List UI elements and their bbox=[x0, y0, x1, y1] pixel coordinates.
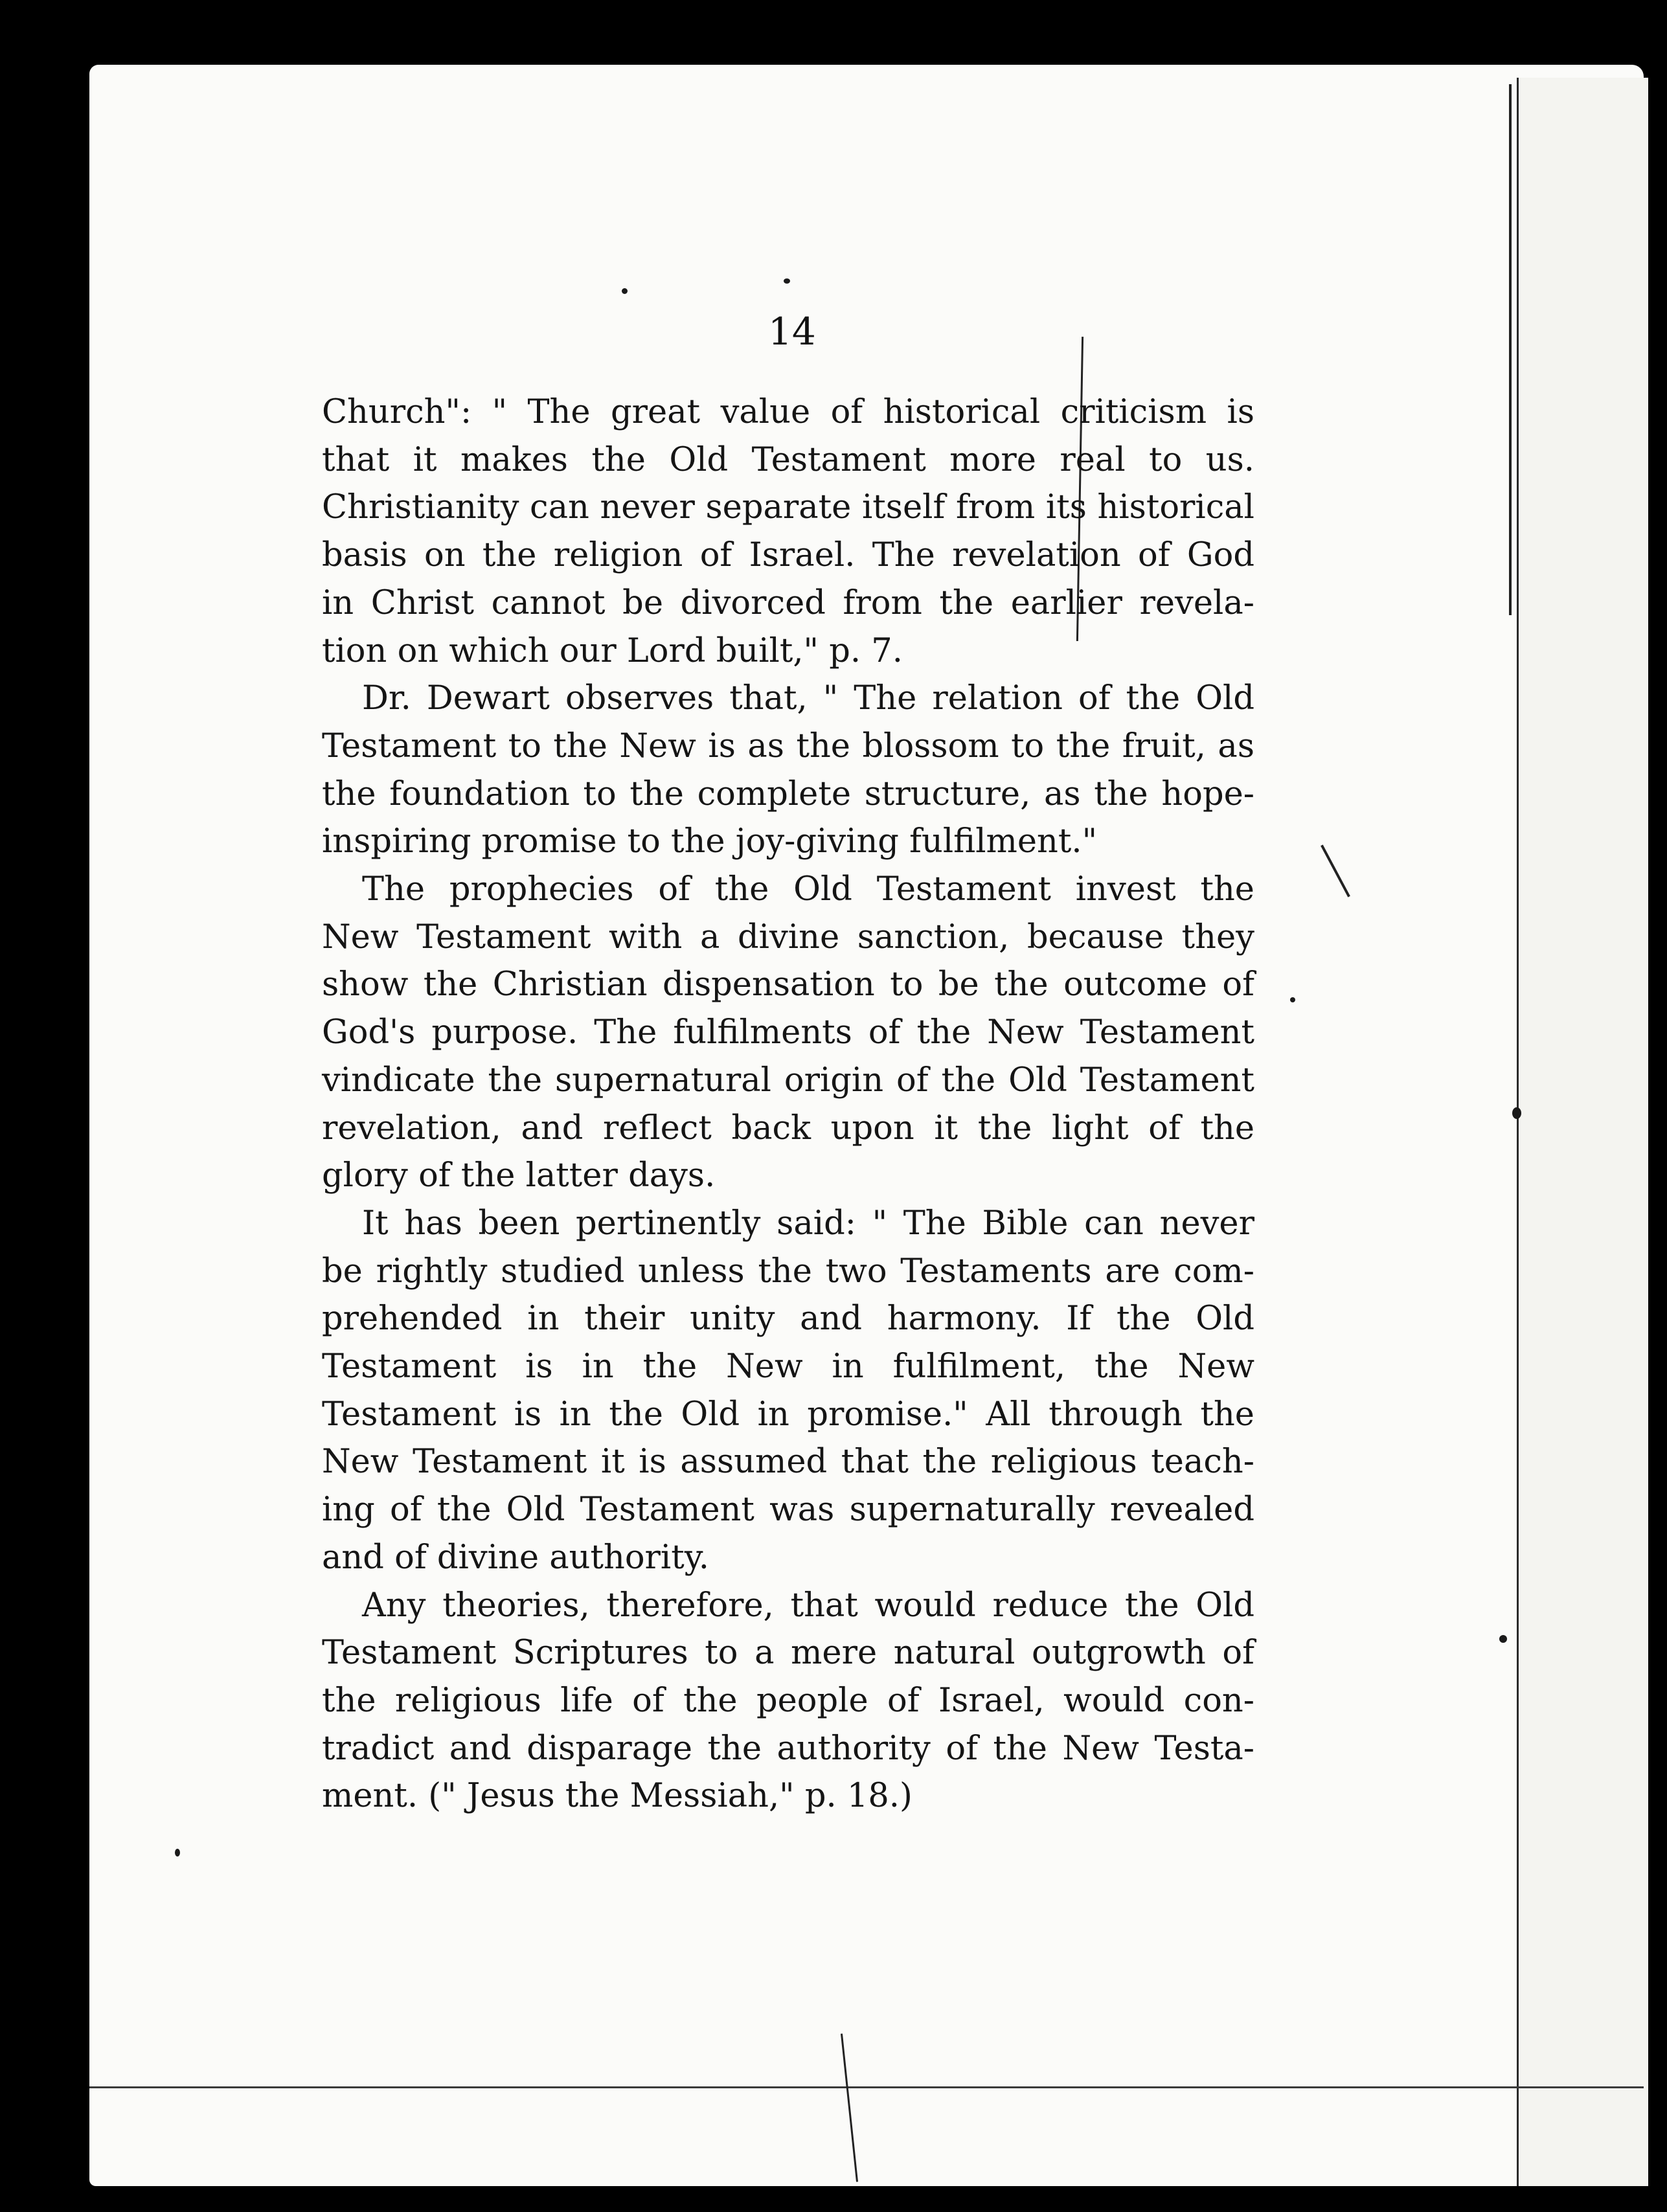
text-line: tion on which our Lord built," p. 7. bbox=[322, 631, 903, 670]
scan-speck bbox=[1512, 1107, 1521, 1119]
text-line: the religious life of the people of Israel, would con- bbox=[322, 1681, 1254, 1720]
text-line: Testament Scriptures to a mere natural outgrowth of bbox=[322, 1634, 1254, 1673]
text-line: Any theories, therefore, that would reduce the Old bbox=[362, 1586, 1254, 1625]
text-line: inspiring promise to the joy-giving fulfilment." bbox=[322, 822, 1098, 861]
text-line: New Testament it is assumed that the religious teach- bbox=[322, 1443, 1254, 1482]
text-line: glory of the latter days. bbox=[322, 1157, 716, 1195]
text-line: Christianity can never separate itself from its historical bbox=[322, 488, 1254, 527]
text-line: that it makes the Old Testament more real to us. bbox=[322, 440, 1254, 479]
bottom-page-rule bbox=[89, 2086, 1644, 2088]
text-line: ment. (" Jesus the Messiah," p. 18.) bbox=[322, 1777, 913, 1816]
text-line: Testament to the New is as the blossom to the fruit, as bbox=[322, 727, 1254, 765]
text-line: prehended in their unity and harmony. If the Old bbox=[322, 1300, 1254, 1338]
paragraph bbox=[322, 675, 1254, 866]
text-line: Testament is in the Old in promise." All through the bbox=[322, 1395, 1254, 1434]
text-line: the foundation to the complete structure, as the hope- bbox=[322, 774, 1254, 813]
paragraph bbox=[322, 1200, 1254, 1582]
scan-speck bbox=[1290, 997, 1295, 1002]
page-number: 14 bbox=[768, 310, 816, 354]
scan-speck bbox=[1499, 1635, 1507, 1643]
text-line: and of divine authority. bbox=[322, 1538, 709, 1577]
text-line: Church": " The great value of historical criticism is bbox=[322, 393, 1254, 431]
text-line: revelation, and reflect back upon it the light of the bbox=[322, 1109, 1254, 1147]
text-line: It has been pertinently said: " The Bible can never bbox=[362, 1204, 1254, 1243]
paragraph bbox=[322, 389, 1254, 675]
text-line: God's purpose. The fulfilments of the New Testament bbox=[322, 1013, 1254, 1052]
text-line: basis on the religion of Israel. The revelation of God bbox=[322, 536, 1254, 575]
text-line: vindicate the supernatural origin of the Old Testament bbox=[322, 1061, 1254, 1100]
text-line: The prophecies of the Old Testament invest the bbox=[362, 870, 1254, 909]
body-text bbox=[322, 389, 1254, 1820]
text-line: tradict and disparage the authority of the New Testa- bbox=[322, 1729, 1254, 1768]
scan-mark bbox=[1509, 84, 1512, 615]
scan-speck bbox=[784, 278, 790, 284]
text-line: Testament is in the New in fulfilment, the New bbox=[322, 1348, 1254, 1386]
facing-page-edge bbox=[1517, 78, 1648, 2186]
text-line: in Christ cannot be divorced from the earlier revela- bbox=[322, 583, 1254, 622]
text-line: Dr. Dewart observes that, " The relation of the Old bbox=[362, 679, 1254, 718]
text-line: be rightly studied unless the two Testaments are com- bbox=[322, 1252, 1254, 1291]
scan-speck bbox=[175, 1849, 180, 1857]
paragraph bbox=[322, 866, 1254, 1200]
paragraph bbox=[322, 1582, 1254, 1821]
scan-speck bbox=[622, 288, 628, 294]
text-line: New Testament with a divine sanction, because they bbox=[322, 918, 1254, 956]
text-line: ing of the Old Testament was supernaturally revealed bbox=[322, 1491, 1254, 1529]
text-line: show the Christian dispensation to be the outcome of bbox=[322, 965, 1254, 1004]
